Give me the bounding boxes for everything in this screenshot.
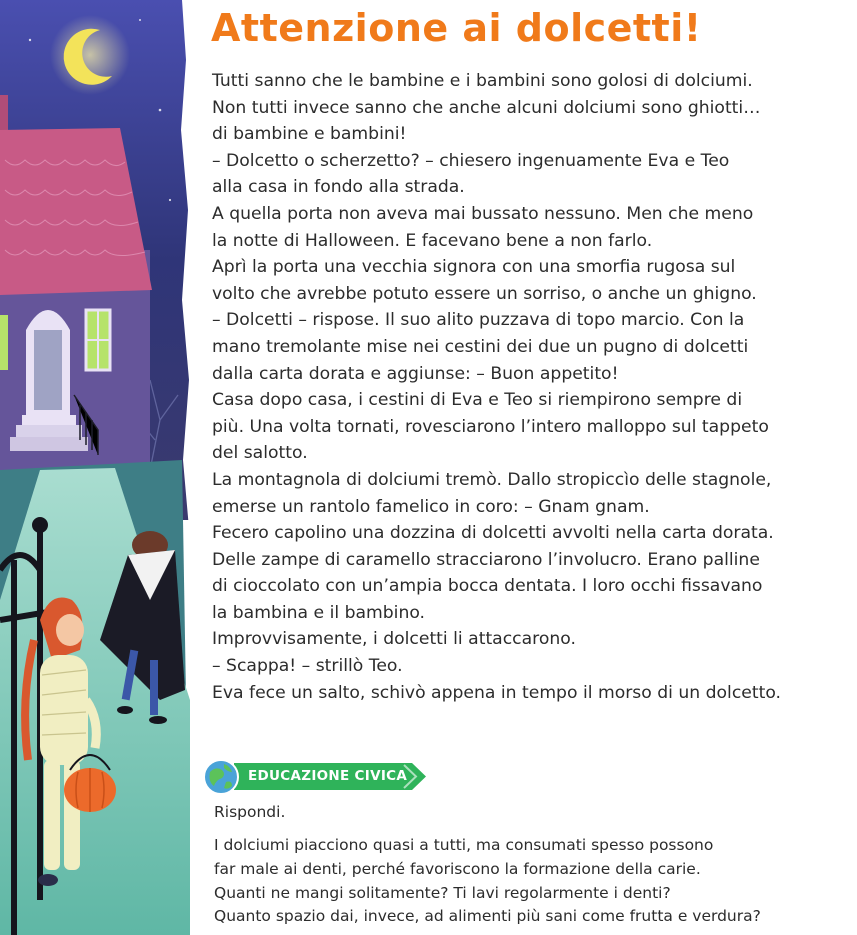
story-line: – Scappa! – strillò Teo. (212, 656, 403, 677)
civica-line: Quanti ne mangi solitamente? Ti lavi regolarmente i denti? (214, 883, 671, 902)
civica-question-text (214, 834, 814, 929)
story-text (212, 68, 812, 706)
moon-icon (50, 15, 130, 95)
educazione-civica-badge (202, 758, 428, 794)
story-line: dalla carta dorata e aggiunse: – Buon appetito! (212, 363, 619, 384)
story-line: – Dolcetti – rispose. Il suo alito puzzava di topo marcio. Con la (212, 310, 745, 331)
halloween-illustration (0, 0, 200, 935)
story-line: Tutti sanno che le bambine e i bambini sono golosi di dolciumi. (212, 71, 753, 91)
story-line: di bambine e bambini! (212, 124, 407, 145)
story-line: A quella porta non aveva mai bussato nessuno. Men che meno (212, 203, 754, 224)
badge-label: EDUCAZIONE CIVICA (248, 768, 408, 784)
story-line: volto che avrebbe potuto essere un sorriso, o anche un ghigno. (212, 283, 757, 304)
story-line: Eva fece un salto, schivò appena in tempo il morso di un dolcetto. (212, 682, 781, 703)
civica-line: I dolciumi piacciono quasi a tutti, ma consumati spesso possono (214, 836, 714, 854)
civica-line: Quanto spazio dai, invece, ad alimenti più sani come frutta e verdura? (214, 907, 761, 926)
story-line: alla casa in fondo alla strada. (212, 177, 465, 198)
page-title: Attenzione ai dolcetti! (211, 6, 702, 50)
story-line: emerse un rantolo famelico in coro: – Gnam gnam. (212, 496, 650, 517)
story-line: del salotto. (212, 443, 308, 464)
civica-line: far male ai denti, perché favoriscono la formazione della carie. (214, 859, 701, 878)
story-line: Aprì la porta una vecchia signora con una smorfia rugosa sul (212, 257, 736, 278)
instruction-text: Rispondi. (214, 803, 286, 821)
story-line: Improvvisamente, i dolcetti li attaccarono. (212, 629, 576, 650)
story-line: Casa dopo casa, i cestini di Eva e Teo si riempirono sempre di (212, 390, 743, 411)
story-line: la notte di Halloween. E facevano bene a non farlo. (212, 230, 653, 251)
story-line: la bambina e il bambino. (212, 602, 426, 623)
story-line: Fecero capolino una dozzina di dolcetti avvolti nella carta dorata. (212, 523, 774, 544)
story-line: Non tutti invece sanno che anche alcuni dolciumi sono ghiotti… (212, 97, 761, 118)
story-line: Delle zampe di caramello stracciarono l’involucro. Erano palline (212, 549, 760, 570)
story-line: – Dolcetto o scherzetto? – chiesero ingenuamente Eva e Teo (212, 150, 730, 171)
story-line: più. Una volta tornati, rovesciarono l’intero malloppo sul tappeto (212, 416, 769, 437)
halloween-scene (0, 0, 200, 935)
globe-icon (202, 758, 240, 796)
story-line: mano tremolante mise nei cestini dei due un pugno di dolcetti (212, 336, 749, 357)
story-line: di cioccolato con un’ampia bocca dentata. I loro occhi fissavano (212, 576, 763, 597)
story-line: La montagnola di dolciumi tremò. Dallo stropiccìo delle stagnole, (212, 469, 772, 490)
